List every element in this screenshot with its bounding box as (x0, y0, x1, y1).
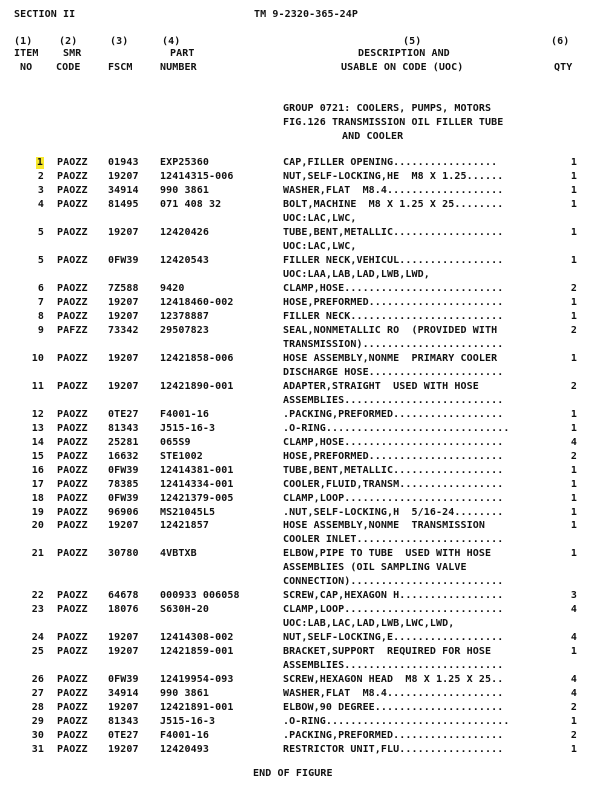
part-number: J515-16-3 (160, 422, 216, 434)
description: SCREW,CAP,HEXAGON H................. (283, 590, 504, 602)
description: .NUT,SELF-LOCKING,H 5/16-24........ (283, 506, 504, 518)
item-number: 19 (31, 506, 44, 518)
fscm-code: 19207 (108, 632, 139, 644)
fscm-code: 78385 (108, 478, 139, 490)
col2-label-2: CODE (56, 62, 81, 73)
col4-label-2: NUMBER (160, 62, 197, 73)
quantity: 1 (570, 352, 577, 364)
quantity: 3 (570, 590, 577, 602)
part-number: 12419954-093 (160, 674, 234, 686)
description-continued: DISCHARGE HOSE...................... (283, 366, 504, 378)
smr-code: PAFZZ (57, 324, 88, 336)
description: ELBOW,90 DEGREE..................... (283, 702, 504, 714)
part-number: 065S9 (160, 436, 191, 448)
smr-code: PAOZZ (57, 632, 88, 644)
col2-num: (2) (59, 36, 78, 47)
col1-num: (1) (14, 36, 33, 47)
col3-label-2: FSCM (108, 62, 133, 73)
part-number: F4001-16 (160, 730, 209, 742)
description: HOSE ASSEMBLY,NONME PRIMARY COOLER (283, 352, 498, 364)
fscm-code: 01943 (108, 157, 139, 168)
description: WASHER,FLAT M8.4................... (283, 184, 504, 196)
item-number: 23 (31, 604, 44, 616)
smr-code: PAOZZ (57, 184, 88, 196)
part-number: EXP25360 (160, 157, 209, 168)
quantity: 4 (570, 674, 577, 686)
part-number: S630H-20 (160, 604, 209, 616)
fscm-code: 19207 (108, 170, 139, 182)
quantity: 1 (570, 226, 577, 238)
smr-code: PAOZZ (57, 310, 88, 322)
group-line-1: GROUP 0721: COOLERS, PUMPS, MOTORS (283, 103, 492, 114)
col4-num: (4) (162, 36, 181, 47)
part-number: 12420426 (160, 226, 209, 238)
part-number: 12418460-002 (160, 296, 234, 308)
part-number: 12421858-006 (160, 352, 234, 364)
description-continued: TRANSMISSION)....................... (283, 338, 504, 350)
description: FILLER NECK......................... (283, 310, 504, 322)
fscm-code: 7Z588 (108, 282, 139, 294)
smr-code: PAOZZ (57, 352, 88, 364)
item-number: 11 (31, 380, 44, 392)
part-number: J515-16-3 (160, 716, 216, 728)
part-number: 12421857 (160, 520, 209, 532)
description: .PACKING,PREFORMED.................. (283, 408, 504, 420)
item-number: 20 (31, 520, 44, 532)
description: TUBE,BENT,METALLIC.................. (283, 464, 504, 476)
item-number: 14 (31, 436, 44, 448)
quantity: 1 (570, 408, 577, 420)
fscm-code: 19207 (108, 310, 139, 322)
item-number: 24 (31, 632, 44, 644)
col1-label-2: NO (20, 62, 33, 73)
part-number: 29507823 (160, 324, 209, 336)
description: .O-RING.............................. (283, 422, 510, 434)
part-number: 990 3861 (160, 688, 209, 700)
description-continued: CONNECTION)......................... (283, 576, 504, 588)
smr-code: PAOZZ (57, 492, 88, 504)
fscm-code: 0FW39 (108, 492, 139, 504)
item-number: 18 (31, 492, 44, 504)
smr-code: PAOZZ (57, 226, 88, 238)
fscm-code: 64678 (108, 590, 139, 602)
smr-code: PAOZZ (57, 702, 88, 714)
col5-num: (5) (403, 36, 422, 47)
fscm-code: 18076 (108, 604, 139, 616)
part-number: 12414381-001 (160, 464, 234, 476)
item-number: 2 (37, 170, 44, 182)
group-line-2: FIG.126 TRANSMISSION OIL FILLER TUBE (283, 117, 504, 128)
item-number: 21 (31, 548, 44, 560)
quantity: 2 (570, 730, 577, 742)
smr-code: PAOZZ (57, 422, 88, 434)
description: WASHER,FLAT M8.4................... (283, 688, 504, 700)
col5-label-1: DESCRIPTION AND (358, 48, 450, 59)
description: ELBOW,PIPE TO TUBE USED WITH HOSE (283, 548, 492, 560)
quantity: 4 (570, 604, 577, 616)
quantity: 1 (570, 506, 577, 518)
col6-label-2: QTY (554, 62, 573, 73)
smr-code: PAOZZ (57, 548, 88, 560)
quantity: 1 (570, 520, 577, 532)
description: FILLER NECK,VEHICUL................. (283, 254, 504, 266)
part-number: 12421379-005 (160, 492, 234, 504)
smr-code: PAOZZ (57, 744, 88, 756)
part-number: 990 3861 (160, 184, 209, 196)
item-number: 7 (37, 296, 44, 308)
item-number: 3 (37, 184, 44, 196)
smr-code: PAOZZ (57, 170, 88, 182)
item-number: 28 (31, 702, 44, 714)
fscm-code: 19207 (108, 646, 139, 658)
part-number: STE1002 (160, 450, 203, 462)
tm-number: TM 9-2320-365-24P (254, 9, 359, 20)
description-continued: UOC:LAC,LWC, (283, 212, 357, 224)
description: BRACKET,SUPPORT REQUIRED FOR HOSE (283, 646, 492, 658)
fscm-code: 19207 (108, 744, 139, 756)
description: CLAMP,HOSE.......................... (283, 282, 504, 294)
quantity: 4 (570, 436, 577, 448)
quantity: 1 (570, 422, 577, 434)
part-number: 12414315-006 (160, 170, 234, 182)
fscm-code: 19207 (108, 520, 139, 532)
smr-code: PAOZZ (57, 450, 88, 462)
smr-code: PAOZZ (57, 282, 88, 294)
smr-code: PAOZZ (57, 198, 88, 210)
item-number: 10 (31, 352, 44, 364)
part-number: 12421890-001 (160, 380, 234, 392)
col4-label-1: PART (170, 48, 195, 59)
fscm-code: 81495 (108, 198, 139, 210)
item-number: 8 (37, 310, 44, 322)
description: CLAMP,LOOP.......................... (283, 492, 504, 504)
description-continued: ASSEMBLIES.......................... (283, 660, 504, 672)
quantity: 1 (570, 646, 577, 658)
fscm-code: 0FW39 (108, 674, 139, 686)
fscm-code: 96906 (108, 506, 139, 518)
item-number: 27 (31, 688, 44, 700)
group-line-3: AND COOLER (342, 131, 404, 142)
fscm-code: 19207 (108, 380, 139, 392)
description: BOLT,MACHINE M8 X 1.25 X 25........ (283, 198, 504, 210)
fscm-code: 0FW39 (108, 254, 139, 266)
description: .PACKING,PREFORMED.................. (283, 730, 504, 742)
quantity: 4 (570, 688, 577, 700)
quantity: 2 (570, 282, 577, 294)
quantity: 2 (570, 380, 577, 392)
description: RESTRICTOR UNIT,FLU................. (283, 744, 504, 756)
item-number: 5 (37, 226, 44, 238)
description-continued: ASSEMBLIES (OIL SAMPLING VALVE (283, 562, 467, 574)
fscm-code: 0TE27 (108, 408, 139, 420)
description-continued: UOC:LAC,LWC, (283, 240, 357, 252)
fscm-code: 19207 (108, 352, 139, 364)
part-number: 12420493 (160, 744, 209, 756)
description-continued: UOC:LAB,LAC,LAD,LWB,LWC,LWD, (283, 618, 455, 630)
description: HOSE,PREFORMED...................... (283, 450, 504, 462)
item-number: 29 (31, 716, 44, 728)
description: CAP,FILLER OPENING................. (283, 157, 498, 168)
smr-code: PAOZZ (57, 674, 88, 686)
description-continued: ASSEMBLIES.......................... (283, 394, 504, 406)
col6-num: (6) (551, 36, 570, 47)
section-title: SECTION II (14, 9, 76, 20)
item-number: 4 (37, 198, 44, 210)
quantity: 1 (570, 157, 577, 168)
item-number: 30 (31, 730, 44, 742)
smr-code: PAOZZ (57, 730, 88, 742)
smr-code: PAOZZ (57, 688, 88, 700)
description: CLAMP,HOSE.......................... (283, 436, 504, 448)
description: HOSE,PREFORMED...................... (283, 296, 504, 308)
smr-code: PAOZZ (57, 590, 88, 602)
part-number: 12378887 (160, 310, 209, 322)
smr-code: PAOZZ (57, 716, 88, 728)
smr-code: PAOZZ (57, 380, 88, 392)
item-number: 5 (37, 254, 44, 266)
quantity: 1 (570, 184, 577, 196)
part-number: 12414334-001 (160, 478, 234, 490)
item-number: 17 (31, 478, 44, 490)
item-number: 25 (31, 646, 44, 658)
fscm-code: 19207 (108, 702, 139, 714)
part-number: 12421891-001 (160, 702, 234, 714)
description: HOSE ASSEMBLY,NONME TRANSMISSION (283, 520, 485, 532)
description-continued: UOC:LAA,LAB,LAD,LWB,LWD, (283, 268, 430, 280)
item-number: 6 (37, 282, 44, 294)
part-number: 9420 (160, 282, 185, 294)
description: SCREW,HEXAGON HEAD M8 X 1.25 X 25.. (283, 674, 504, 686)
part-number: MS21045L5 (160, 506, 216, 518)
part-number: 12414308-002 (160, 632, 234, 644)
smr-code: PAOZZ (57, 506, 88, 518)
part-number: 000933 006058 (160, 590, 240, 602)
quantity: 1 (570, 492, 577, 504)
fscm-code: 19207 (108, 226, 139, 238)
description: CLAMP,LOOP.......................... (283, 604, 504, 616)
smr-code: PAOZZ (57, 436, 88, 448)
fscm-code: 34914 (108, 184, 139, 196)
item-number: 15 (31, 450, 44, 462)
col2-label-1: SMR (63, 48, 82, 59)
smr-code: PAOZZ (57, 157, 88, 168)
smr-code: PAOZZ (57, 646, 88, 658)
smr-code: PAOZZ (57, 408, 88, 420)
quantity: 1 (570, 716, 577, 728)
item-number: 13 (31, 422, 44, 434)
description: ADAPTER,STRAIGHT USED WITH HOSE (283, 380, 479, 392)
part-number: 4VBTXB (160, 548, 197, 560)
description-continued: COOLER INLET........................ (283, 534, 504, 546)
col3-num: (3) (110, 36, 129, 47)
description: NUT,SELF-LOCKING,HE M8 X 1.25...... (283, 170, 504, 182)
quantity: 1 (570, 478, 577, 490)
smr-code: PAOZZ (57, 478, 88, 490)
fscm-code: 73342 (108, 324, 139, 336)
fscm-code: 81343 (108, 716, 139, 728)
item-number: 16 (31, 464, 44, 476)
part-number: 071 408 32 (160, 198, 222, 210)
fscm-code: 81343 (108, 422, 139, 434)
part-number: F4001-16 (160, 408, 209, 420)
quantity: 1 (570, 464, 577, 476)
item-number: 12 (31, 408, 44, 420)
quantity: 4 (570, 632, 577, 644)
description: COOLER,FLUID,TRANSM................. (283, 478, 504, 490)
quantity: 1 (570, 170, 577, 182)
item-number: 31 (31, 744, 44, 756)
fscm-code: 0TE27 (108, 730, 139, 742)
smr-code: PAOZZ (57, 254, 88, 266)
fscm-code: 30780 (108, 548, 139, 560)
part-number: 12421859-001 (160, 646, 234, 658)
smr-code: PAOZZ (57, 520, 88, 532)
fscm-code: 25281 (108, 436, 139, 448)
smr-code: PAOZZ (57, 464, 88, 476)
end-of-figure: END OF FIGURE (253, 768, 333, 779)
quantity: 2 (570, 450, 577, 462)
item-number: 9 (37, 324, 44, 336)
quantity: 1 (570, 548, 577, 560)
fscm-code: 0FW39 (108, 464, 139, 476)
item-number: 1 (36, 157, 43, 168)
description: SEAL,NONMETALLIC RO (PROVIDED WITH (283, 324, 498, 336)
description: .O-RING.............................. (283, 716, 510, 728)
item-number: 26 (31, 674, 44, 686)
description: NUT,SELF-LOCKING,E.................. (283, 632, 504, 644)
smr-code: PAOZZ (57, 604, 88, 616)
quantity: 2 (570, 324, 577, 336)
quantity: 1 (570, 744, 577, 756)
fscm-code: 19207 (108, 296, 139, 308)
item-number: 22 (31, 590, 44, 602)
quantity: 2 (570, 702, 577, 714)
quantity: 1 (570, 296, 577, 308)
quantity: 1 (570, 198, 577, 210)
fscm-code: 16632 (108, 450, 139, 462)
col1-label-1: ITEM (14, 48, 39, 59)
part-number: 12420543 (160, 254, 209, 266)
quantity: 1 (570, 254, 577, 266)
smr-code: PAOZZ (57, 296, 88, 308)
description: TUBE,BENT,METALLIC.................. (283, 226, 504, 238)
fscm-code: 34914 (108, 688, 139, 700)
quantity: 1 (570, 310, 577, 322)
col5-label-2: USABLE ON CODE (UOC) (341, 62, 464, 73)
